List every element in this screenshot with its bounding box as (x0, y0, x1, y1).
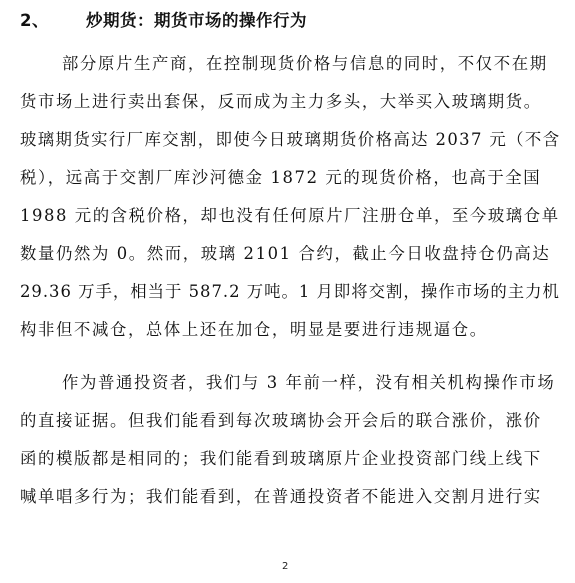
paragraph-line: 的直接证据。但我们能看到每次玻璃协会开会后的联合涨价，涨价 (20, 411, 542, 430)
paragraph-line: 数量仍然为 0。然而，玻璃 2101 合约，截止今日收盘持仓仍高达 (20, 244, 551, 263)
paragraph-line: 构非但不减仓，总体上还在加仓，明显是要进行违规逼仓。 (20, 320, 488, 339)
section-number: 2、 (20, 11, 49, 30)
paragraph-line: 货市场上进行卖出套保，反而成为主力多头，大举买入玻璃期货。 (20, 92, 542, 111)
paragraph-line: 喊单唱多行为；我们能看到，在普通投资者不能进入交割月进行实 (20, 487, 542, 506)
paragraph-line: 税），远高于交割厂库沙河德金 1872 元的现货价格，也高于全国 (20, 168, 542, 187)
paragraph-line: 作为普通投资者，我们与 3 年前一样，没有相关机构操作市场 (62, 373, 556, 392)
paragraph-line: 部分原片生产商，在控制现货价格与信息的同时，不仅不在期 (62, 54, 548, 73)
section-title: 炒期货：期货市场的操作行为 (86, 11, 307, 30)
page-number: 2 (282, 561, 289, 572)
paragraph-line: 玻璃期货实行厂库交割，即使今日玻璃期货价格高达 2037 元（不含 (20, 130, 561, 149)
paragraph-line: 1988 元的含税价格，却也没有任何原片厂注册仓单，至今玻璃仓单 (20, 206, 560, 225)
section-heading (20, 7, 307, 31)
paragraph-line: 函的模版都是相同的；我们能看到玻璃原片企业投资部门线上线下 (20, 449, 542, 468)
paragraph-line: 29.36 万手，相当于 587.2 万吨。1 月即将交割，操作市场的主力机 (20, 282, 560, 301)
